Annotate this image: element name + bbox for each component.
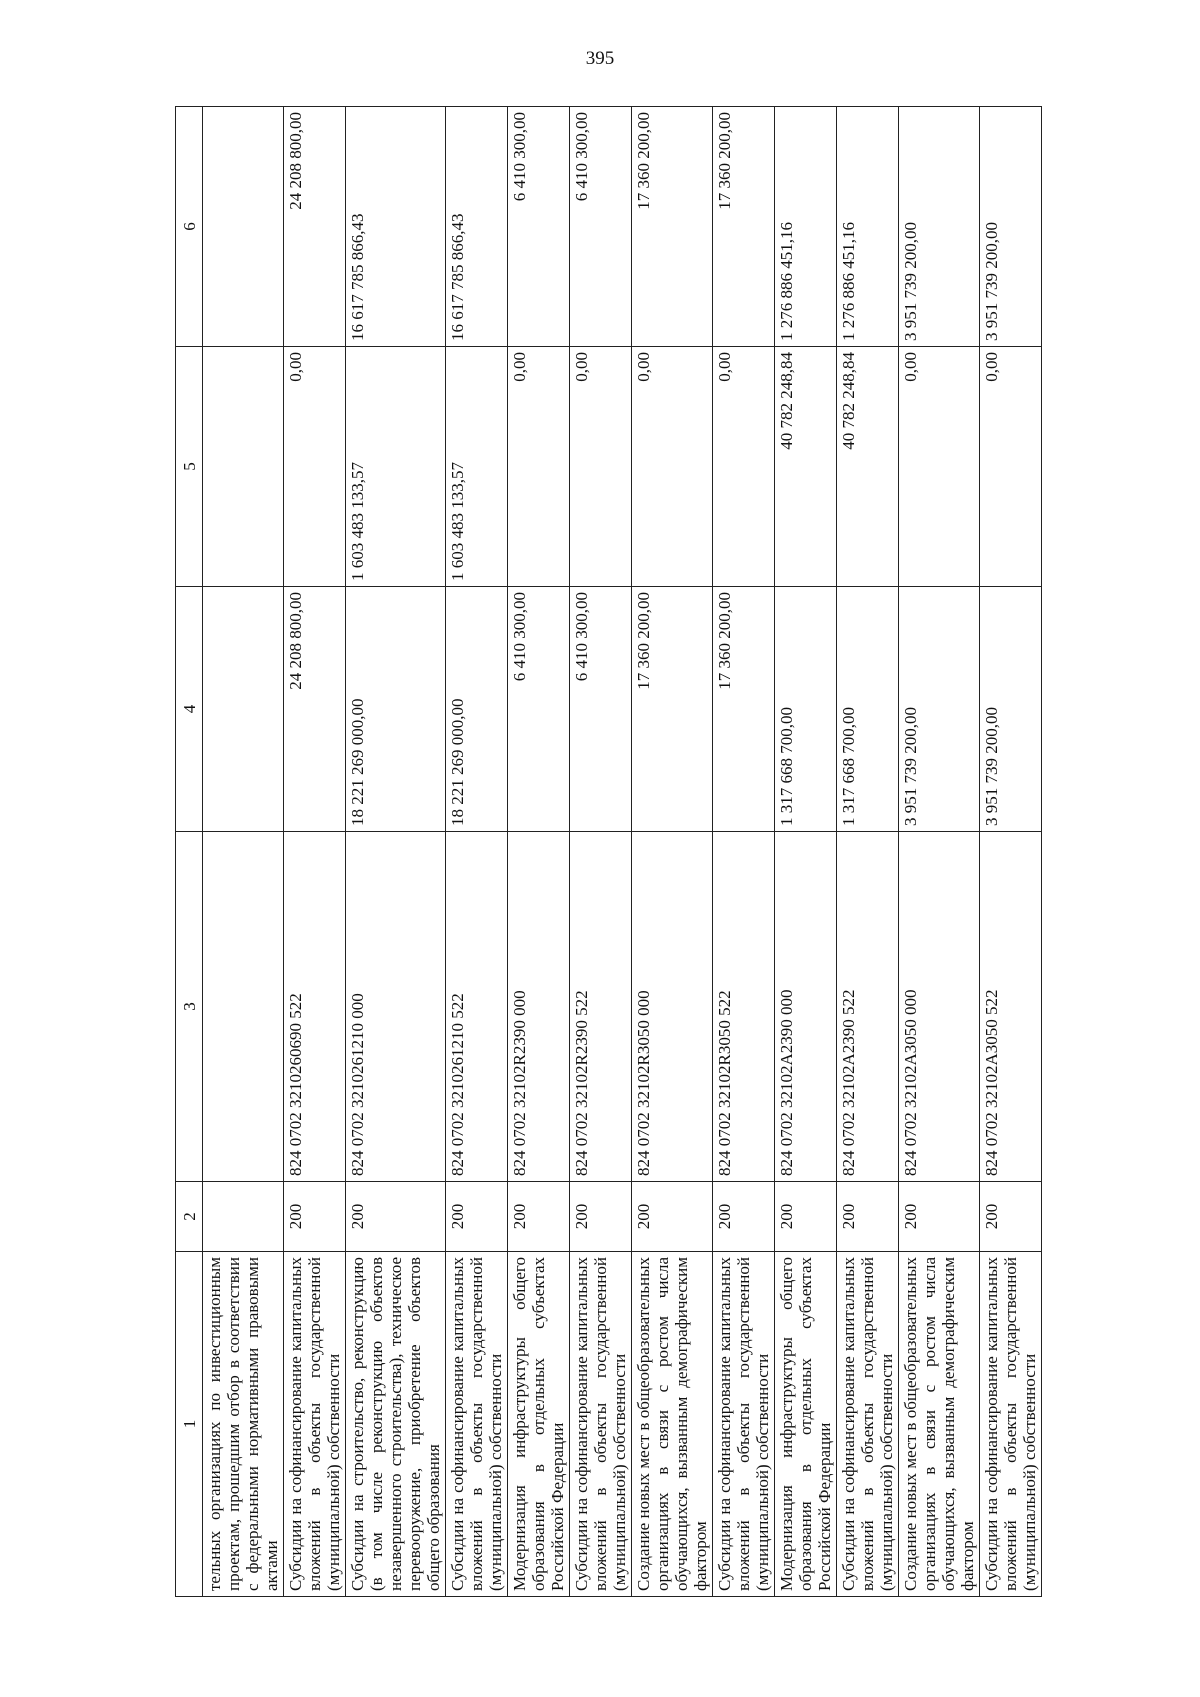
row-code: 200: [346, 1182, 446, 1252]
row-value-6: 17 360 200,00: [632, 107, 713, 347]
row-value-6: 3 951 739 200,00: [980, 107, 1042, 347]
page-number: 395: [585, 48, 615, 69]
row-name: Создание новых мест в общеобразовательных организациях в связи с ростом числа обучающихся, вызванным демографическим фактором: [632, 1252, 713, 1597]
row-value-5: 0,00: [570, 347, 632, 587]
row-kbk: [203, 832, 284, 1182]
row-value-6: 3 951 739 200,00: [899, 107, 980, 347]
row-value-4: 17 360 200,00: [632, 587, 713, 832]
row-kbk: 824 0702 3210261210 000: [346, 832, 446, 1182]
budget-table-rotated: [175, 107, 1039, 1597]
row-code: 200: [632, 1182, 713, 1252]
row-value-5: 40 782 248,84: [837, 347, 899, 587]
row-value-4: 1 317 668 700,00: [775, 587, 837, 832]
row-kbk: 824 0702 32102A3050 000: [899, 832, 980, 1182]
table-row: [899, 107, 980, 1597]
row-kbk: 824 0702 32102A2390 522: [837, 832, 899, 1182]
row-name: Субсидии на софинансирование капитальных вложений в объекты государственной (муниципальной) собственности: [837, 1252, 899, 1597]
row-value-5: 0,00: [899, 347, 980, 587]
row-value-5: 0,00: [632, 347, 713, 587]
row-value-6: 6 410 300,00: [508, 107, 570, 347]
row-value-4: 18 221 269 000,00: [446, 587, 508, 832]
table-row: [446, 107, 508, 1597]
row-code: 200: [284, 1182, 346, 1252]
row-value-6: 1 276 886 451,16: [837, 107, 899, 347]
row-code: 200: [775, 1182, 837, 1252]
row-value-5: [203, 347, 284, 587]
row-name: Модернизация инфраструктуры общего образования в отдельных субъектах Российской Федерации: [775, 1252, 837, 1597]
row-value-4: 3 951 739 200,00: [980, 587, 1042, 832]
row-value-4: 1 317 668 700,00: [837, 587, 899, 832]
row-value-5: 40 782 248,84: [775, 347, 837, 587]
row-value-6: 16 617 785 866,43: [346, 107, 446, 347]
row-name: Субсидии на софинансирование капитальных вложений в объекты государственной (муниципальной) собственности: [980, 1252, 1042, 1597]
row-name: Субсидии на строительство, реконструкцию (в том числе реконструкцию объектов незавершенного строительства), техническое перевооружение, приобретение объектов общего образования: [346, 1252, 446, 1597]
header-row: [176, 107, 203, 1597]
table-row: [508, 107, 570, 1597]
row-code: 200: [508, 1182, 570, 1252]
row-code: [203, 1182, 284, 1252]
table-row: [203, 107, 284, 1597]
row-value-6: [203, 107, 284, 347]
row-value-4: 3 951 739 200,00: [899, 587, 980, 832]
row-value-5: 0,00: [284, 347, 346, 587]
row-value-5: 1 603 483 133,57: [346, 347, 446, 587]
header-col-6: 6: [176, 107, 203, 347]
row-kbk: 824 0702 3210261210 522: [446, 832, 508, 1182]
header-col-3: 3: [176, 832, 203, 1182]
row-value-4: 6 410 300,00: [570, 587, 632, 832]
row-code: 200: [837, 1182, 899, 1252]
table-row: [980, 107, 1042, 1597]
table-row: [570, 107, 632, 1597]
row-kbk: 824 0702 32102R3050 522: [713, 832, 775, 1182]
row-code: 200: [446, 1182, 508, 1252]
row-value-5: 1 603 483 133,57: [446, 347, 508, 587]
row-name: тельных организациях по инвестиционным проектам, прошедшим отбор в соответствии с федеральными нормативными правовыми актами: [203, 1252, 284, 1597]
row-name: Субсидии на софинансирование капитальных вложений в объекты государственной (муниципальной) собственности: [284, 1252, 346, 1597]
table-row: [284, 107, 346, 1597]
row-value-4: [203, 587, 284, 832]
row-value-4: 24 208 800,00: [284, 587, 346, 832]
table-row: [346, 107, 446, 1597]
row-kbk: 824 0702 32102A3050 522: [980, 832, 1042, 1182]
row-code: 200: [980, 1182, 1042, 1252]
table-row: [775, 107, 837, 1597]
row-value-4: 18 221 269 000,00: [346, 587, 446, 832]
row-value-4: 6 410 300,00: [508, 587, 570, 832]
header-col-4: 4: [176, 587, 203, 832]
row-kbk: 824 0702 32102R2390 522: [570, 832, 632, 1182]
row-value-5: 0,00: [713, 347, 775, 587]
row-code: 200: [899, 1182, 980, 1252]
row-name: Модернизация инфраструктуры общего образования в отдельных субъектах Российской Федерации: [508, 1252, 570, 1597]
row-value-5: 0,00: [508, 347, 570, 587]
row-name: Создание новых мест в общеобразовательных организациях в связи с ростом числа обучающихся, вызванным демографическим фактором: [899, 1252, 980, 1597]
row-kbk: 824 0702 3210260690 522: [284, 832, 346, 1182]
row-value-6: 24 208 800,00: [284, 107, 346, 347]
row-name: Субсидии на софинансирование капитальных вложений в объекты государственной (муниципальной) собственности: [713, 1252, 775, 1597]
row-kbk: 824 0702 32102A2390 000: [775, 832, 837, 1182]
header-col-5: 5: [176, 347, 203, 587]
row-kbk: 824 0702 32102R2390 000: [508, 832, 570, 1182]
table-row: [713, 107, 775, 1597]
row-value-6: 16 617 785 866,43: [446, 107, 508, 347]
row-value-6: 6 410 300,00: [570, 107, 632, 347]
row-code: 200: [570, 1182, 632, 1252]
header-col-1: 1: [176, 1252, 203, 1597]
row-value-6: 1 276 886 451,16: [775, 107, 837, 347]
row-kbk: 824 0702 32102R3050 000: [632, 832, 713, 1182]
table-row: [632, 107, 713, 1597]
budget-table: [175, 106, 1042, 1597]
row-value-4: 17 360 200,00: [713, 587, 775, 832]
row-code: 200: [713, 1182, 775, 1252]
header-col-2: 2: [176, 1182, 203, 1252]
row-name: Субсидии на софинансирование капитальных вложений в объекты государственной (муниципальной) собственности: [446, 1252, 508, 1597]
row-name: Субсидии на софинансирование капитальных вложений в объекты государственной (муниципальной) собственности: [570, 1252, 632, 1597]
row-value-6: 17 360 200,00: [713, 107, 775, 347]
row-value-5: 0,00: [980, 347, 1042, 587]
table-row: [837, 107, 899, 1597]
